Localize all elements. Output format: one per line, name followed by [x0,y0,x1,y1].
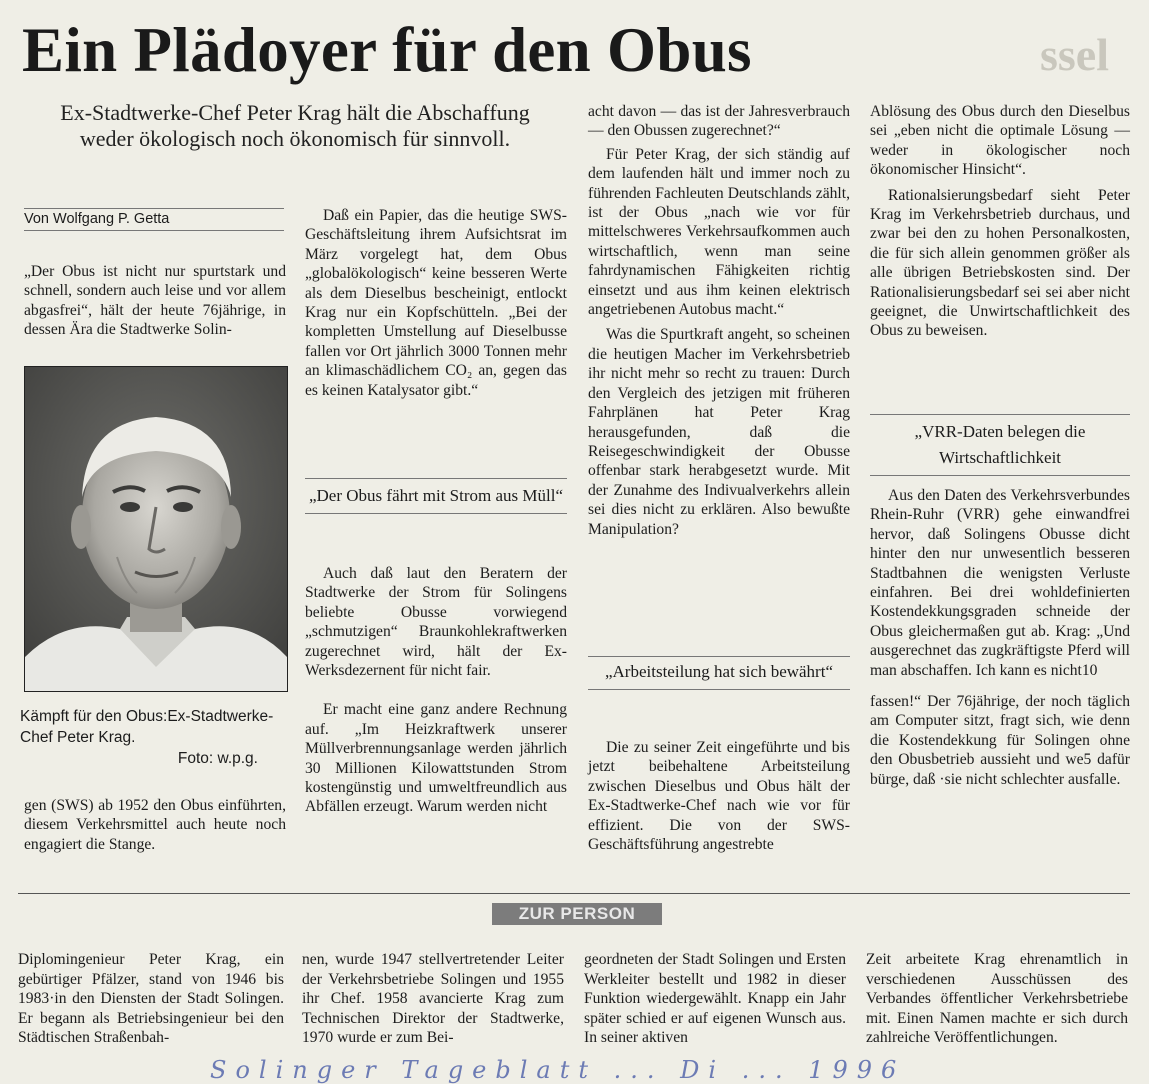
col4-bottom [870,486,1130,789]
col1-intro-text: „Der Obus ist nicht nur spurtstark und schnell, sondern auch leise und vor allem abgasfrei“, hält der heute 76jährige, in dessen Ära die Stadtwerke Solin- [24,263,286,339]
col4-paragraph-2: Rationalsierungsbedarf sieht Peter Krag im Verkehrsbetrieb durchaus, und zwar bei den zu hohen Personalkosten, die für sich allein genommen größer als alle übrigen Betriebskosten sind. Der Rationalisierungsbedarf sei sei aber nicht geeignet, die Unwirtschaftlichkeit des Obus zu beweisen. [870,186,1130,340]
headline: Ein Plädoyer für den Obus [22,15,752,85]
person-text-3: geordneten der Stadt Solingen und Ersten Werkleiter bestellt und 1982 in dieser Funktion wiedergewählt. Knapp ein Jahr später schied er auf eigenen Wunsch aus. In seiner aktiven [584,951,846,1047]
zur-person-banner: ZUR PERSON [492,903,662,925]
person-text-2: nen, wurde 1947 stellvertretender Leiter der Verkehrsbetriebe Solingen und 1955 ihr Chef. 1958 avancierte Krag zum Technischen Direktor der Stadtwerke, 1970 wurde er zum Bei- [302,951,564,1047]
col1-continued [24,796,286,854]
portrait-photo [24,366,288,692]
person-col-1 [18,950,284,1048]
section-divider [18,893,1130,894]
col4-paragraph-1: Ablösung des Obus durch den Dieselbus sei „eben nicht die optimale Lösung — weder in ökologischer noch ökonomischer Hinsicht“. [870,103,1130,179]
col4-paragraph-4: fassen!“ Der 76jährige, der noch täglich am Computer sitzt, fragt sich, wie denn die Kostendekkung für Solingen ohne den Obusbetrieb aussieht und we5 dafür bürge, daß ·sie nicht schlechter ausfalle. [870,693,1130,788]
col2-top [305,206,567,400]
col3-paragraph-1: acht davon — das ist der Jahresverbrauch — den Obussen zugerechnet?“ [588,103,850,140]
subheadline: Ex-Stadtwerke-Chef Peter Krag hält die Abschaffung weder ökologisch noch ökonomisch für sinnvoll. [60,100,530,151]
person-text-4: Zeit arbeitete Krag ehrenamtlich in verschiedenen Ausschüssen des Verbandes öffentlicher Verkehrsbetriebe mit. Einen Namen machte er sich durch zahlreiche Veröffentlichungen. [866,951,1128,1047]
col3-bottom [588,738,850,854]
photo-credit: Foto: w.p.g. [177,750,258,767]
subtitle-vrr-daten: „VRR-Daten belegen die Wirtschaftlichkeit [870,414,1130,476]
adjacent-article-fragment: ssel [1040,29,1109,80]
col1-cont-text: gen (SWS) ab 1952 den Obus einführten, diesem Verkehrsmittel auch heute noch engagiert die Stange. [24,797,286,853]
person-col-4 [866,950,1128,1048]
portrait-image [25,367,287,691]
byline: Von Wolfgang P. Getta [24,208,284,231]
subtitle-strom-aus-muell: „Der Obus fährt mit Strom aus Müll“ [305,478,567,514]
col1-intro [24,262,286,340]
col2-paragraph-2: Auch daß laut den Beratern der Stadtwerke der Strom für Solingens beliebte Obusse vorwiegend „schmutzigen“ Braunkohlekraftwerken zugerechnet wird, hält der Ex-Werksdezernent für nicht fair. [305,565,567,680]
person-col-3 [584,950,846,1048]
col2-paragraph-3: Er macht eine ganz andere Rechnung auf. „Im Heizkraftwerk unserer Müllverbrennungsanlage werden jährlich 30 Millionen Kilowattstunden Strom kostengünstig und umweltfreundlich aus Abfällen erzeugt. Warum werden nicht [305,701,567,816]
col3-paragraph-3: Was die Spurtkraft angeht, so scheinen die heutigen Macher im Verkehrsbetrieb ihr nicht mehr so recht zu trauen: Durch den Vergleich des jetzigen mit früheren Fahrplänen hat Peter Krag herausgefunden, daß die Reisegeschwindigkeit der Obusse offenbar stark herabgesetzt wurde. Mit der Zunahme des Indivualverkehrs allein sei dies nicht zu erklären. Also bewußte Manipulation? [588,326,850,538]
caption-text: Kämpft für den Obus:Ex-Stadtwerke-Chef Peter Krag. [20,708,274,746]
col4-paragraph-3: Aus den Daten des Verkehrsverbundes Rhein-Ruhr (VRR) gehe einwandfrei hervor, daß Solingens Obusse dicht hinter den nur unwesentlich besseren Stadtbahnen die wenigsten Verluste einfahren. Bei drei wohldefinierten Kostendekkungsgraden schneide der Obus gleichermaßen gut ab. Krag: „Und ausgerechnet das zugkräftigste Pferd will man abschaffen. Ich kann es nicht10 [870,487,1130,679]
subtitle-arbeitsteilung: „Arbeitsteilung hat sich bewährt“ [588,656,850,690]
col2-paragraph-1: Daß ein Papier, das die heutige SWS-Geschäftsleitung ihrem Aufsichtsrat im März vorgelegt hat, dem Obus „globalökologisch“ keine besseren Werte als dem Dieselbus bescheinigt, entlockt Krag nur ein Kopfschütteln. „Bei der kompletten Umstellung auf Dieselbusse fallen vor Ort jährlich 3000 Tonnen mehr an klimaschädlichem CO₂ an, gegen das es keinen Katalysator gibt.“ [305,207,567,399]
photo-caption [20,706,290,769]
col3-paragraph-2: Für Peter Krag, der sich ständig auf dem laufenden hält und immer noch zu führenden Fachleuten Deutschlands zählt, ist der Obus „nach wie vor für mittelschweres Verkehrsaufkommen auch wirtschaftlich, wenn man seine fahrdynamischen Fähigkeiten richtig einsetzt und aus ihm keinen elektrisch angetriebenen Autobus macht.“ [588,145,850,319]
col4-top [870,102,1130,341]
col2-bottom [305,564,567,817]
person-col-2 [302,950,564,1048]
handwritten-annotation: Solinger Tageblatt ... Di ... 1996 [210,1056,906,1084]
person-text-1: Diplomingenieur Peter Krag, ein gebürtiger Pfälzer, stand von 1946 bis 1983·in den Diensten der Stadt Solingen. Er begann als Betriebsingenieur bei den Städtischen Straßenbah- [18,951,284,1047]
col3-paragraph-4: Die zu seiner Zeit eingeführte und bis jetzt beibehaltene Arbeitsteilung zwischen Dieselbus und Obus hält der Ex-Stadtwerke-Chef nach wie vor für effizient. Die von der SWS-Geschäftsführung angestrebte [588,739,850,854]
col3-top [588,102,850,539]
